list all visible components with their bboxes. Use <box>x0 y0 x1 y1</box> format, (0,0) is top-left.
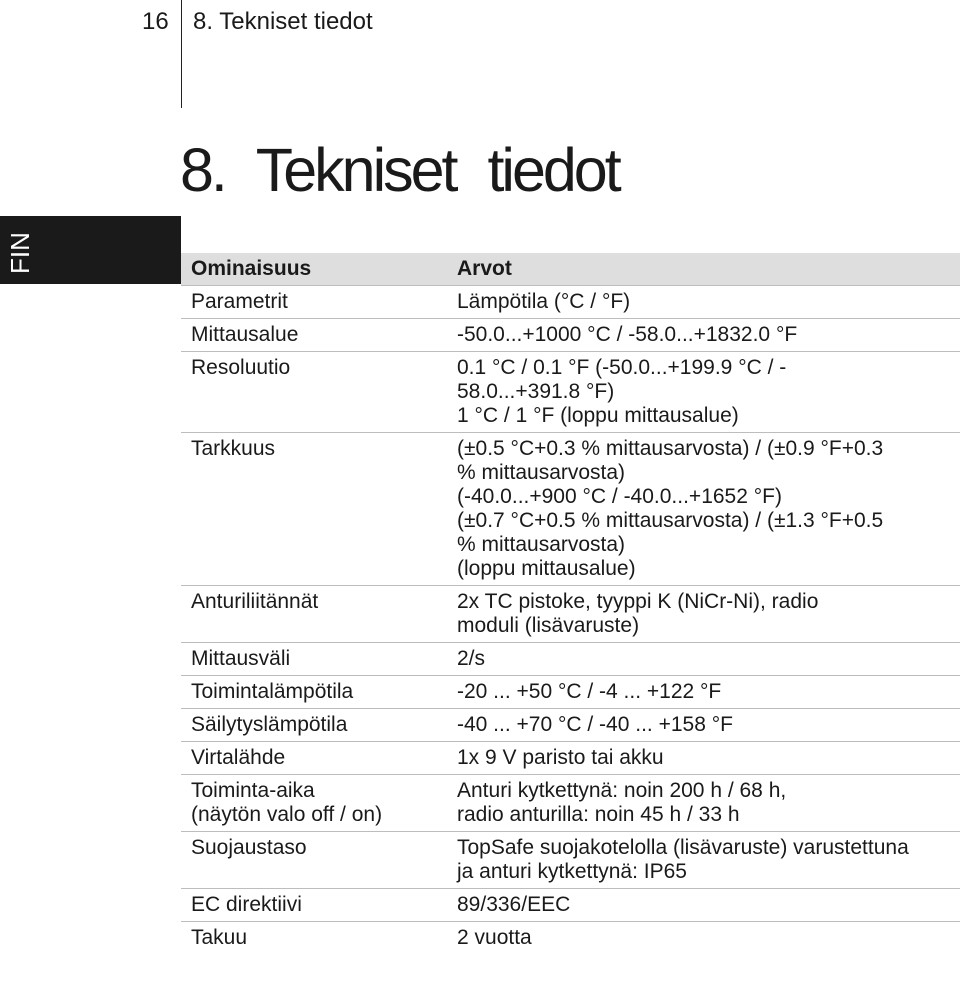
value-text: (-40.0...+900 °C / -40.0...+1652 °F) <box>457 485 782 508</box>
value-cell <box>451 775 960 832</box>
value-text: 1x 9 V paristo tai akku <box>457 746 664 769</box>
table-row <box>181 319 960 352</box>
table-row <box>181 709 960 742</box>
value-text: 89/336/EEC <box>457 893 571 916</box>
property-cell <box>181 742 451 775</box>
value-cell <box>451 832 960 889</box>
value-text: -50.0...+1000 °C / -58.0...+1832.0 °F <box>457 323 798 346</box>
property-label: Toiminta-aika <box>191 779 315 802</box>
value-text: moduli (lisävaruste) <box>457 614 640 637</box>
property-label: Toimintalämpötila <box>191 680 354 703</box>
property-label: Mittausalue <box>191 323 299 346</box>
property-label: Mittausväli <box>191 647 291 670</box>
value-text: TopSafe suojakotelolla (lisävaruste) varustettuna <box>457 836 909 859</box>
table-row <box>181 676 960 709</box>
value-text: Anturi kytkettynä: noin 200 h / 68 h, <box>457 779 787 802</box>
property-cell <box>181 922 451 955</box>
property-cell <box>181 586 451 643</box>
table-row <box>181 832 960 889</box>
section-title: 8. Tekniset tiedot <box>180 136 619 204</box>
value-cell <box>451 643 960 676</box>
column-header-property: Ominaisuus <box>181 253 451 286</box>
value-cell <box>451 889 960 922</box>
property-cell <box>181 709 451 742</box>
property-label: (näytön valo off / on) <box>191 803 383 826</box>
value-text: Lämpötila (°C / °F) <box>457 290 631 313</box>
running-header: 8. Tekniset tiedot <box>193 8 373 35</box>
value-text: radio anturilla: noin 45 h / 33 h <box>457 803 740 826</box>
value-cell <box>451 286 960 319</box>
table-row <box>181 742 960 775</box>
property-label: Takuu <box>191 926 248 949</box>
property-label: Anturiliitännät <box>191 590 319 613</box>
table-row <box>181 586 960 643</box>
spec-table <box>181 253 960 954</box>
value-text: 2x TC pistoke, tyyppi K (NiCr-Ni), radio <box>457 590 819 613</box>
property-cell <box>181 286 451 319</box>
table-header-row <box>181 253 960 286</box>
value-text: ja anturi kytkettynä: IP65 <box>457 860 687 883</box>
property-cell <box>181 352 451 433</box>
value-text: % mittausarvosta) <box>457 533 626 556</box>
property-label: Tarkkuus <box>191 437 276 460</box>
value-cell <box>451 352 960 433</box>
table-row <box>181 889 960 922</box>
property-label: EC direktiivi <box>191 893 302 916</box>
value-cell <box>451 742 960 775</box>
column-header-values: Arvot <box>451 253 960 286</box>
table-row <box>181 352 960 433</box>
property-label: Suojaustaso <box>191 836 307 859</box>
property-cell <box>181 643 451 676</box>
value-cell <box>451 586 960 643</box>
value-text: 2 vuotta <box>457 926 532 949</box>
property-cell <box>181 676 451 709</box>
value-text: % mittausarvosta) <box>457 461 626 484</box>
header-divider <box>181 0 182 108</box>
property-label: Resoluutio <box>191 356 291 379</box>
property-cell <box>181 775 451 832</box>
value-text: 0.1 °C / 0.1 °F (-50.0...+199.9 °C / - <box>457 356 787 379</box>
table-row <box>181 286 960 319</box>
value-text: (loppu mittausalue) <box>457 557 636 580</box>
value-cell <box>451 433 960 586</box>
value-text: (±0.7 °C+0.5 % mittausarvosta) / (±1.3 °F+0.5 <box>457 509 884 532</box>
property-cell <box>181 319 451 352</box>
value-cell <box>451 709 960 742</box>
property-cell <box>181 889 451 922</box>
page-number: 16 <box>142 8 169 35</box>
value-text: -40 ... +70 °C / -40 ... +158 °F <box>457 713 733 736</box>
table-row <box>181 775 960 832</box>
property-cell <box>181 433 451 586</box>
value-text: -20 ... +50 °C / -4 ... +122 °F <box>457 680 722 703</box>
value-cell <box>451 676 960 709</box>
table-row <box>181 643 960 676</box>
value-text: 2/s <box>457 647 486 670</box>
language-tab-label: FIN <box>5 232 35 274</box>
property-label: Parametrit <box>191 290 288 313</box>
value-text: (±0.5 °C+0.3 % mittausarvosta) / (±0.9 °F+0.3 <box>457 437 884 460</box>
value-cell <box>451 319 960 352</box>
table-row <box>181 922 960 955</box>
property-cell <box>181 832 451 889</box>
table-row <box>181 433 960 586</box>
value-text: 1 °C / 1 °F (loppu mittausalue) <box>457 404 739 427</box>
property-label: Virtalähde <box>191 746 286 769</box>
value-cell <box>451 922 960 955</box>
value-text: 58.0...+391.8 °F) <box>457 380 615 403</box>
property-label: Säilytyslämpötila <box>191 713 348 736</box>
